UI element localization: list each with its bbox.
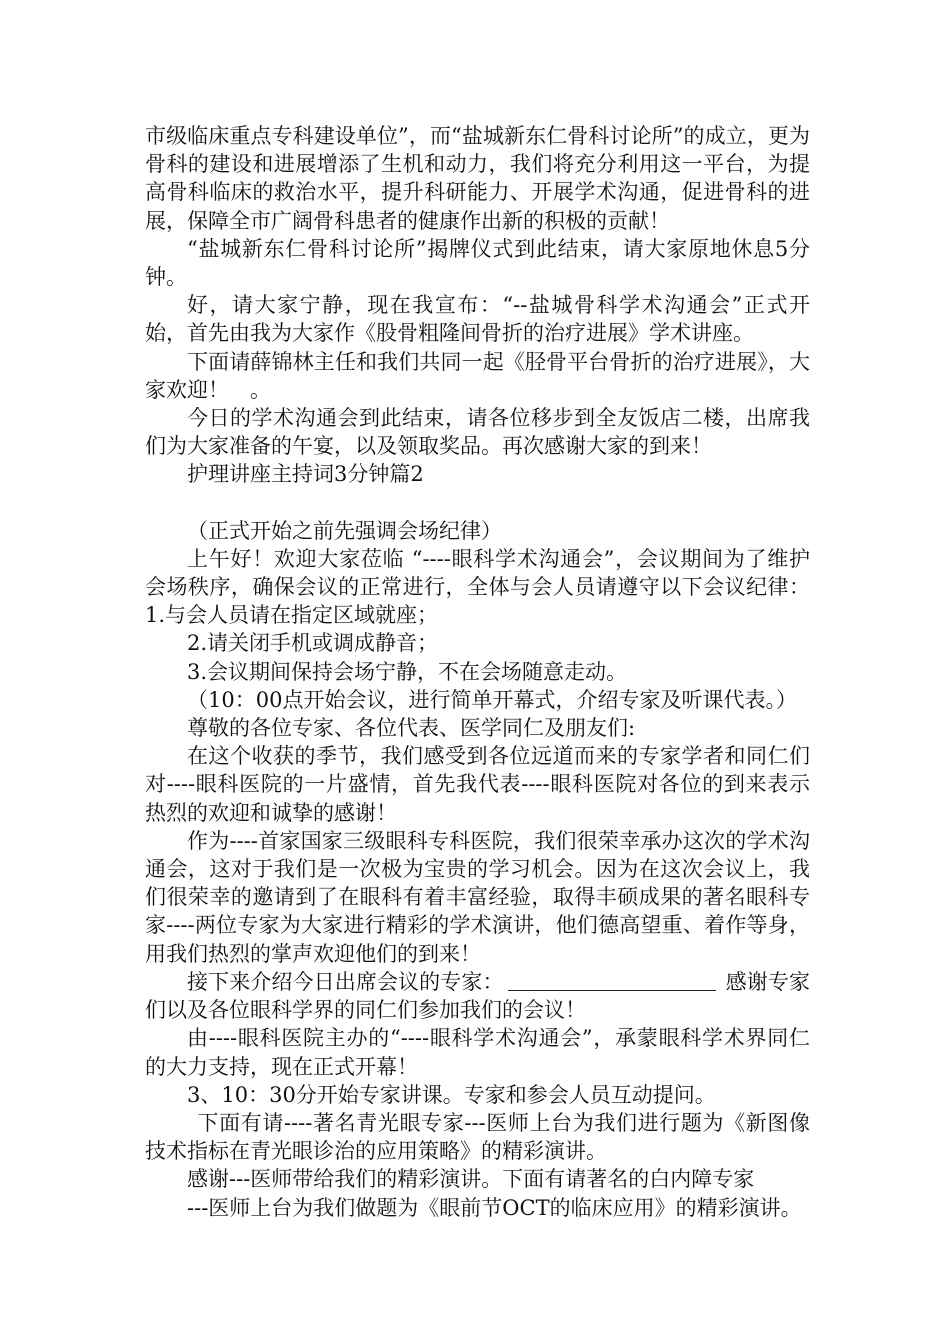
- paragraph-13: 在这个收获的季节，我们感受到各位远道而来的专家学者和同仁们对----眼科医院的一片盛情，首先我代表----眼科医院对各位的到来表示热烈的欢迎和诚挚的感谢！: [145, 744, 810, 825]
- paragraph-9: 2.请关闭手机或调成静音；: [187, 631, 439, 656]
- document-body: [145, 122, 810, 1222]
- paragraph-15-lead: 接下来介绍今日出席会议的专家：: [187, 969, 504, 994]
- paragraph-16: 由----眼科医院主办的“----眼科学术沟通会”，承蒙眼科学术界同仁的大力支持，现在正式开幕！: [145, 1026, 810, 1079]
- paragraph-3: 好，请大家宁静，现在我宣布：“--盐城骨科学术沟通会”正式开始，首先由我为大家作《股骨粗隆间骨折的治疗进展》学术讲座。: [145, 293, 810, 346]
- paragraph-17: 3、10：30分开始专家讲课。专家和参会人员互动提问。: [187, 1082, 716, 1107]
- paragraph-5: 今日的学术沟通会到此结束，请各位移步到全友饭店二楼，出席我们为大家准备的午宴，以及领取奖品。再次感谢大家的到来！: [145, 406, 810, 459]
- paragraph-15-tail: 感谢专家们以及各位眼科学界的同仁们参加我们的会议！: [145, 969, 810, 1023]
- paragraph-10: 3.会议期间保持会场宁静，不在会场随意走动。: [187, 659, 628, 684]
- paragraph-20: ---医师上台为我们做题为《眼前节OCT的临床应用》的精彩演讲。: [187, 1195, 802, 1220]
- paragraph-11: （10：00点开始会议，进行简单开幕式，介绍专家及听课代表。）: [187, 687, 797, 712]
- paragraph-1: 市级临床重点专科建设单位”，而“盐城新东仁骨科讨论所”的成立，更为骨科的建设和进展增添了生机和动力，我们将充分利用这一平台，为提高骨科临床的救治水平，提升科研能力、开展学术沟通，促进骨科的进展，保障全市广阔骨科患者的健康作出新的积极的贡献！: [145, 124, 810, 233]
- paragraph-7: （正式开始之前先强调会场纪律）: [187, 518, 502, 543]
- paragraph-15: [145, 968, 810, 1024]
- paragraph-4: 下面请薛锦林主任和我们共同一起《胫骨平台骨折的治疗进展》，大家欢迎！ 。: [145, 349, 810, 402]
- paragraph-18: 下面有请----著名青光眼专家---医师上台为我们进行题为《新图像技术指标在青光眼诊治的应用策略》的精彩演讲。: [145, 1110, 810, 1164]
- section-heading: 护理讲座主持词3分钟篇2: [187, 462, 424, 487]
- paragraph-19: 感谢---医师带给我们的精彩演讲。下面有请著名的白内障专家: [187, 1167, 755, 1192]
- paragraph-8: 上午好！欢迎大家莅临 “----眼科学术沟通会”，会议期间为了维护会场秩序，确保会议的正常进行，全体与会人员请遵守以下会议纪律：1.与会人员请在指定区域就座；: [145, 546, 810, 628]
- fill-in-blank: [508, 972, 716, 991]
- paragraph-2: “盐城新东仁骨科讨论所”揭牌仪式到此结束，请大家原地休息5分钟。: [145, 236, 810, 290]
- paragraph-14: 作为----首家国家三级眼科专科医院，我们很荣幸承办这次的学术沟通会，这对于我们是一次极为宝贵的学习机会。因为在这次会议上，我们很荣幸的邀请到了在眼科有着丰富经验，取得丰硕成果的著名眼科专家----两位专家为大家进行精彩的学术演讲，他们德高望重、着作等身，用我们热烈的掌声欢迎他们的到来！: [145, 828, 810, 966]
- blank-line: [145, 489, 810, 517]
- paragraph-12: 尊敬的各位专家、各位代表、医学同仁及朋友们:: [187, 716, 636, 741]
